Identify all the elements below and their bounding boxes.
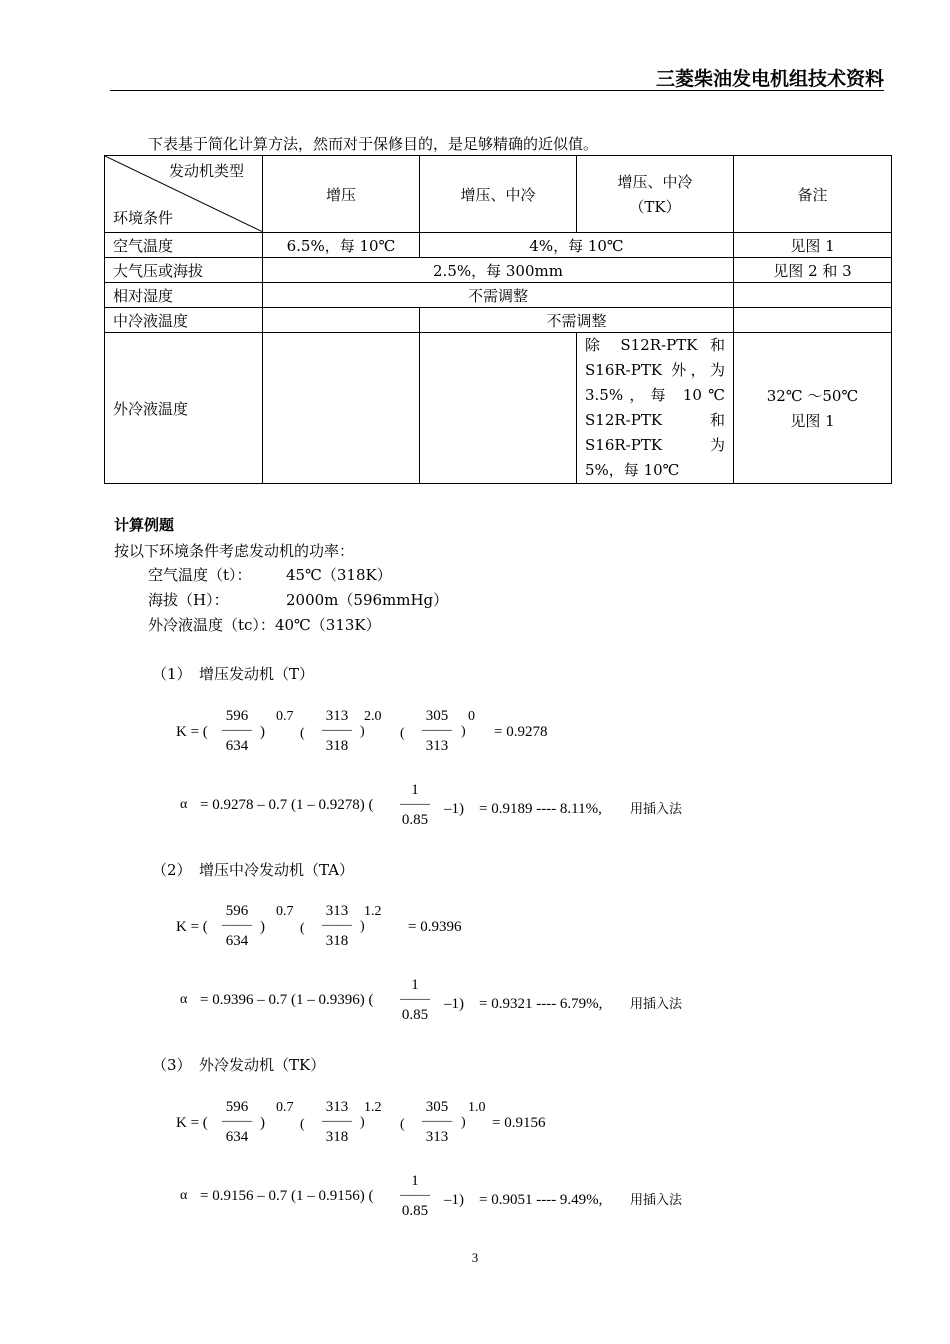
- row-label: 空气温度: [105, 233, 263, 258]
- cell-empty: [263, 308, 420, 333]
- fraction-efficiency: 1 —— 0.85: [400, 977, 430, 1023]
- method-note: 用插入法: [630, 802, 683, 817]
- fraction-temperature: 313 —— 318: [322, 903, 352, 949]
- exponent: 1.0: [468, 1100, 486, 1115]
- k-label: K = (: [176, 724, 208, 740]
- exponent: 0: [468, 709, 475, 724]
- col-header-tk-line1: 增压、中冷: [617, 173, 693, 191]
- intro-paragraph: 下表基于简化计算方法，然而对于保修目的，是足够精确的近似值。: [148, 135, 599, 153]
- col-header-turbo-intercooled: 增压、中冷: [420, 156, 577, 233]
- cell-value: 不需调整: [420, 308, 734, 333]
- step-title: （1） 增压发动机（T）: [152, 665, 315, 683]
- table-row: [105, 258, 892, 283]
- exponent: 1.2: [364, 1100, 382, 1115]
- header-rule: [110, 90, 884, 91]
- cell-value: 2.5%，每 300mm: [263, 258, 734, 283]
- remark-range: 32℃ ～50℃: [766, 387, 859, 405]
- step-title: （3） 外冷发动机（TK）: [152, 1056, 326, 1074]
- fraction-efficiency: 1 —— 0.85: [400, 1173, 430, 1219]
- exponent: 2.0: [364, 709, 382, 724]
- cell-value: 6.5%，每 10℃: [263, 233, 420, 258]
- example-title: 计算例题: [114, 516, 175, 534]
- fraction-efficiency: 1 —— 0.85: [400, 782, 430, 828]
- engine-type-label: 发动机类型: [168, 162, 244, 180]
- fraction-pressure: 596 —— 634: [222, 903, 252, 949]
- condition-value: 45℃（318K）: [286, 566, 392, 584]
- condition-label: 空气温度（t）：: [148, 566, 252, 584]
- step-title: （2） 增压中冷发动机（TA）: [152, 861, 355, 879]
- alpha-symbol: α: [180, 1188, 188, 1203]
- cell-empty: [734, 283, 892, 308]
- col-header-tk: [577, 156, 734, 233]
- condition-label: 外冷液温度（tc）：: [148, 616, 275, 634]
- fraction-temperature: 313 —— 318: [322, 708, 352, 754]
- table-row: [105, 333, 892, 484]
- k-result: = 0.9396: [408, 919, 462, 935]
- condition-label: 海拔（H）：: [148, 591, 229, 609]
- k-label: K = (: [176, 919, 208, 935]
- cell-empty: [420, 333, 577, 484]
- row-label: 大气压或海拔: [105, 258, 263, 283]
- row-label: 中冷液温度: [105, 308, 263, 333]
- col-header-turbo: 增压: [263, 156, 420, 233]
- exponent: 0.7: [276, 1100, 294, 1115]
- method-note: 用插入法: [630, 1193, 683, 1208]
- condition-value: 40℃（313K）: [274, 616, 381, 634]
- cell-value: 除 S12R-PTK 和 S16R-PTK 外，为 3.5%，每 10℃ S12R-PTK 和 S16R-PTK 为 5%，每 10℃: [577, 333, 734, 484]
- col-header-tk-line2: （TK）: [629, 198, 681, 216]
- fraction-pressure: 596 —— 634: [222, 708, 252, 754]
- diagonal-header-cell: [105, 156, 263, 233]
- exponent: 0.7: [276, 709, 294, 724]
- condition-value: 2000m（596mmHg）: [286, 591, 449, 609]
- document-header-title: 三菱柴油发电机组技术资料: [655, 68, 884, 90]
- page-number: 3: [471, 1250, 479, 1265]
- condition-item: [148, 614, 381, 635]
- example-lead: 按以下环境条件考虑发动机的功率：: [114, 542, 355, 560]
- row-label: 相对湿度: [105, 283, 263, 308]
- cell-remark: 见图 2 和 3: [734, 258, 892, 283]
- method-note: 用插入法: [630, 997, 683, 1012]
- alpha-symbol: α: [180, 797, 188, 812]
- exponent: 0.7: [276, 904, 294, 919]
- condition-item: [148, 564, 392, 585]
- cell-remark: [734, 333, 892, 484]
- fraction-pressure: 596 —— 634: [222, 1099, 252, 1145]
- alpha-symbol: α: [180, 992, 188, 1007]
- condition-item: [148, 589, 448, 610]
- table-row: [105, 283, 892, 308]
- k-result: = 0.9156: [492, 1115, 546, 1131]
- correction-table: [104, 155, 892, 484]
- fraction-temperature: 313 —— 318: [322, 1099, 352, 1145]
- table-row: [105, 233, 892, 258]
- cell-empty: [734, 308, 892, 333]
- cell-empty: [263, 333, 420, 484]
- col-header-remark: 备注: [734, 156, 892, 233]
- cell-remark: 见图 1: [734, 233, 892, 258]
- cell-value: 4%，每 10℃: [420, 233, 734, 258]
- exponent: 1.2: [364, 904, 382, 919]
- k-result: = 0.9278: [494, 724, 548, 740]
- fraction-coolant: 305 —— 313: [422, 1099, 452, 1145]
- row-label: 外冷液温度: [105, 333, 263, 484]
- remark-figure: 见图 1: [790, 412, 835, 430]
- table-row: [105, 308, 892, 333]
- ambient-condition-label: 环境条件: [113, 209, 174, 227]
- cell-value: 不需调整: [263, 283, 734, 308]
- k-label: K = (: [176, 1115, 208, 1131]
- fraction-coolant: 305 —— 313: [422, 708, 452, 754]
